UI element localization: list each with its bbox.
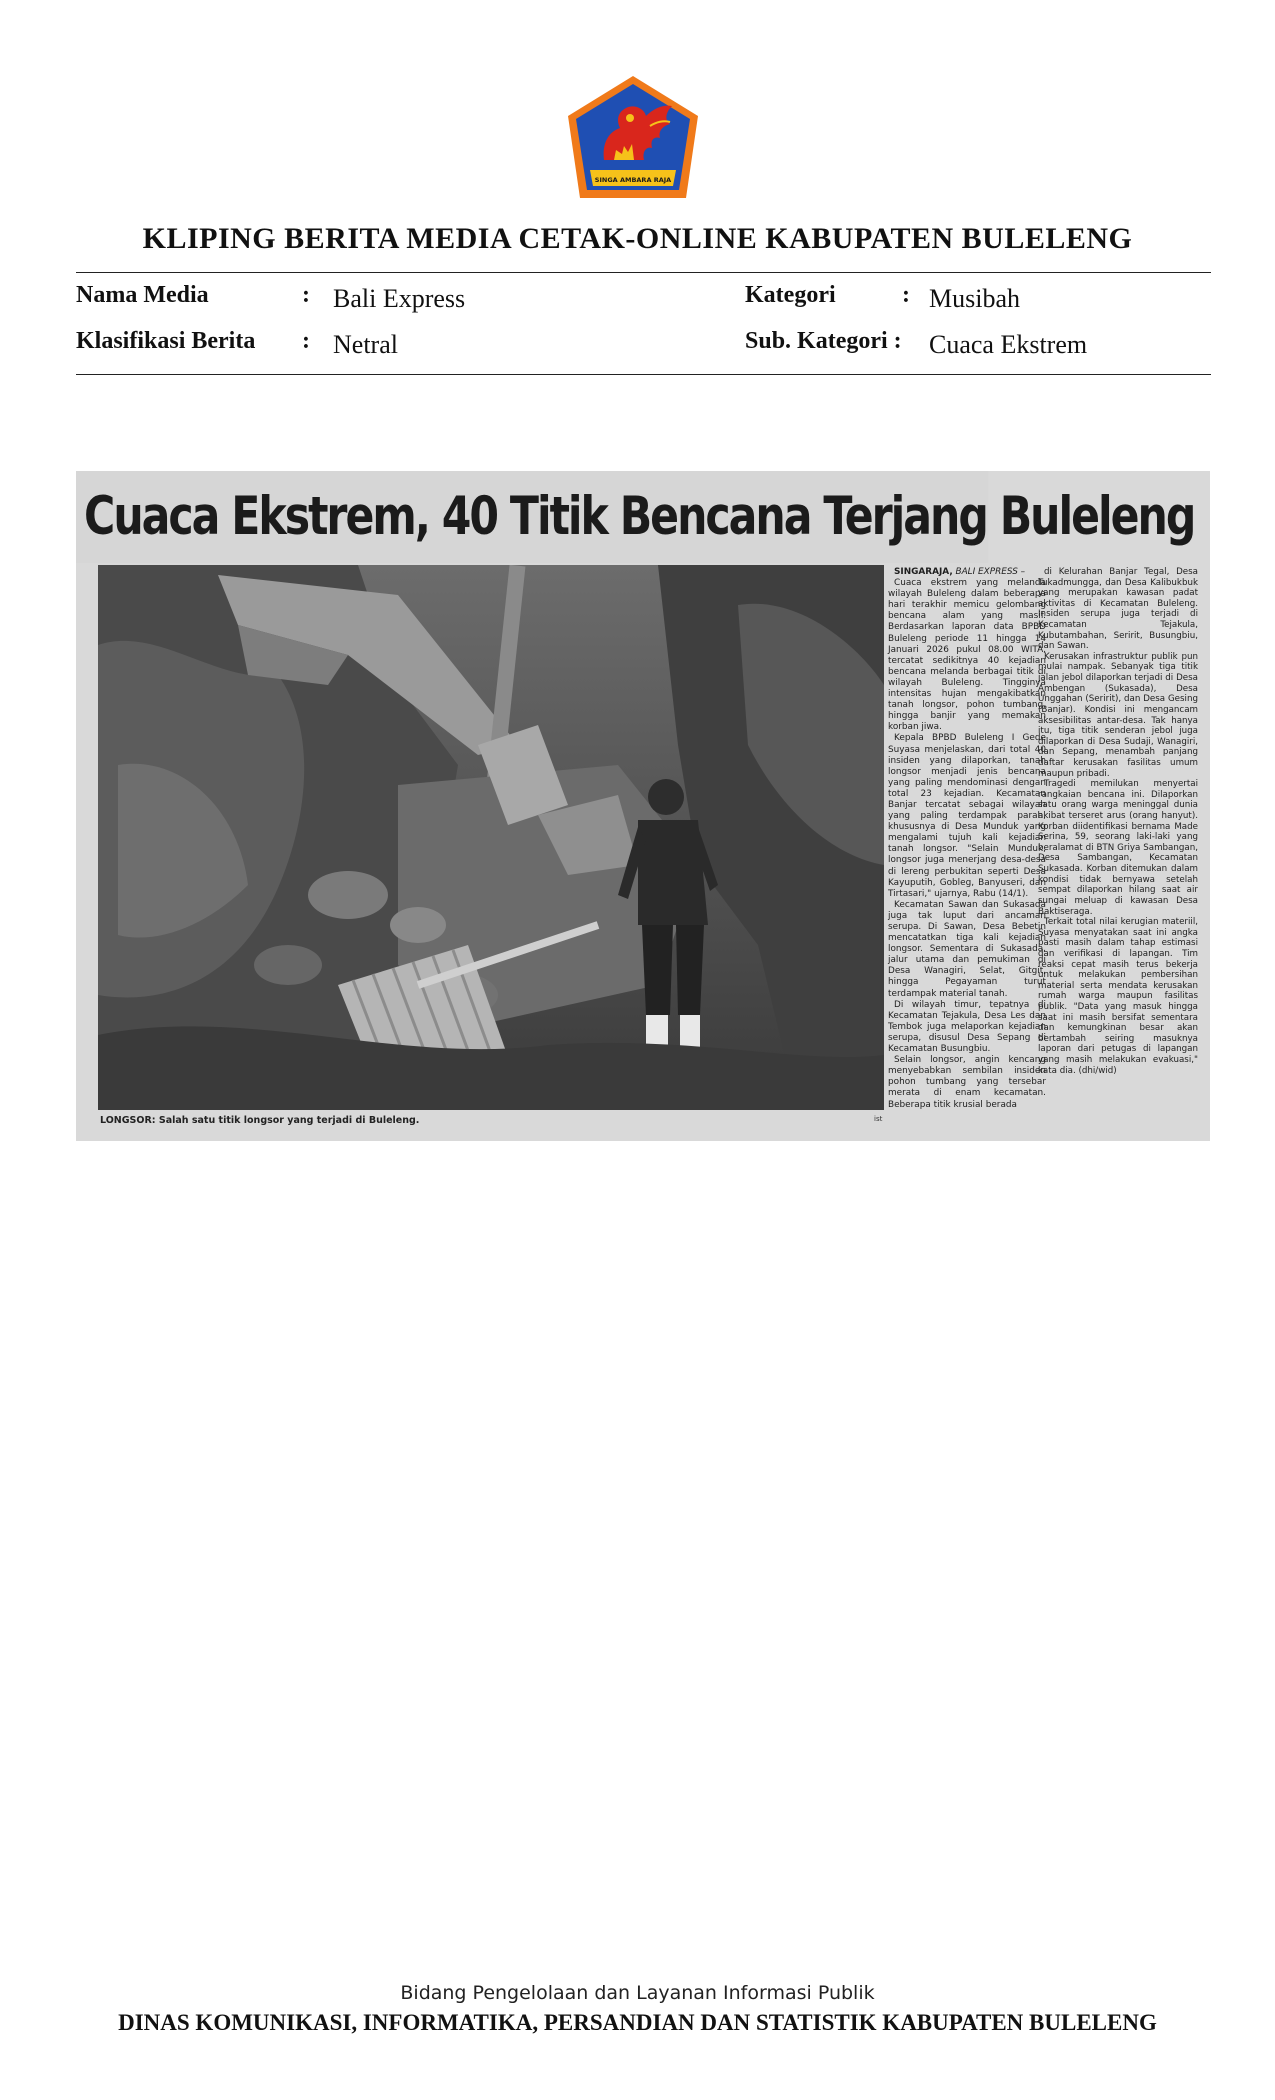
newspaper-clipping (76, 471, 1210, 1141)
article-paragraph: di Kelurahan Banjar Tegal, Desa Tukadmungga, dan Desa Kalibukbuk yang merupakan kawasan padat aktivitas di Kecamatan Buleleng. Insiden serupa juga terjadi di Kecamatan Tejakula, Kubutambahan, Seririt, Busungbiu, dan Sawan. (1038, 567, 1198, 652)
photo-credit: ist (874, 1115, 883, 1123)
article-column-2 (1038, 567, 1198, 1076)
footer-division: Bidang Pengelolaan dan Layanan Informasi Publik (400, 1982, 875, 2004)
category-colon: : (902, 282, 910, 308)
article-paragraph: Kepala BPBD Buleleng I Gede Suyasa menjelaskan, dari total 40 insiden yang dilaporkan, tanah longsor menjadi jenis bencana yang paling mendominasi dengan total 23 kejadian. Kecamatan Banjar tercatat sebagai wilayah yang paling terdampak parah, khususnya di Desa Munduk yang mengalami tujuh kali kejadian tanah longsor. "Selain Munduk, longsor juga menerjang desa-desa di lereng perbukitan seperti Desa Kayuputih, Gobleg, Banyuseri, dan Tirtasari," ujarnya, Rabu (14/1). (888, 733, 1046, 899)
article-paragraph: Cuaca ekstrem yang melanda wilayah Buleleng dalam beberapa hari terakhir memicu gelombang bencana alam yang masif. Berdasarkan laporan data BPBD Buleleng periode 11 hingga 14 Januari 2026 pukul 08.00 WITA, tercatat sedikitnya 40 kejadian bencana melanda berbagai titik di wilayah Buleleng. Tingginya intensitas hujan mengakibatkan tanah longsor, pohon tumbang, hingga banjir yang memakan korban jiwa. (888, 578, 1046, 733)
media-name-value: Bali Express (333, 284, 466, 313)
article-paragraph: Kecamatan Sawan dan Sukasada juga tak luput dari ancaman serupa. Di Sawan, Desa Bebetin mencatatkan tiga kali kejadian longsor. Sementara di Sukasada, jalur utama dan pemukiman di Desa Wanagiri, Selat, Gitgit, hingga Pegayaman turut terdampak material tanah. (888, 899, 1046, 999)
subcategory-label: Sub. Kategori : (745, 328, 902, 354)
footer-agency: DINAS KOMUNIKASI, INFORMATIKA, PERSANDIAN DAN STATISTIK KABUPATEN BULELENG (118, 2010, 1157, 2035)
article-paragraph: Terkait total nilai kerugian materiil, Suyasa menyatakan saat ini angka pasti masih dalam tahap estimasi dan verifikasi di lapangan. Tim reaksi cepat masih terus bekerja untuk melakukan pembersihan material serta mendata kerusakan rumah warga maupun fasilitas publik. "Data yang masuk hingga saat ini masih bersifat sementara dan kemungkinan besar akan bertambah seiring masuknya laporan dari petugas di lapangan yang masih melakukan evakuasi," kata dia. (dhi/wid) (1038, 917, 1198, 1076)
news-classification-label: Klasifikasi Berita (76, 328, 256, 354)
regency-emblem-logo (566, 74, 700, 200)
article-column-1 (888, 567, 1046, 1111)
article-dateline: SINGARAJA, (894, 567, 953, 577)
document-title: KLIPING BERITA MEDIA CETAK-ONLINE KABUPATEN BULELENG (142, 222, 1133, 255)
category-value: Musibah (929, 284, 1020, 313)
photo-caption: LONGSOR: Salah satu titik longsor yang terjadi di Buleleng. (100, 1115, 420, 1126)
landslide-photo (98, 565, 884, 1110)
news-classification-value: Netral (333, 330, 398, 359)
article-paragraph: Di wilayah timur, tepatnya di Kecamatan Tejakula, Desa Les dan Tembok juga melaporkan kejadian serupa, disusul Desa Sepang di Kecamatan Busungbiu. (888, 999, 1046, 1055)
subcategory-value: Cuaca Ekstrem (929, 330, 1088, 359)
article-paragraph: Kerusakan infrastruktur publik pun mulai nampak. Sebanyak tiga titik jalan jebol dilaporkan terjadi di Desa Ambengan (Sukasada), Desa Unggahan (Seririt), dan Desa Gesing (Banjar). Kondisi ini mengancam aksesibilitas antar-desa. Tak hanya itu, tiga titik senderan jebol juga dilaporkan di Desa Sudaji, Wanagiri, dan Sepang, menambah panjang daftar kerusakan fasilitas umum maupun pribadi. (1038, 651, 1198, 779)
news-classification-colon: : (302, 328, 310, 354)
header-top-divider (76, 272, 1211, 273)
logo-motto-text: SINGA AMBARA RAJA (594, 176, 672, 184)
category-label: Kategori (745, 282, 836, 308)
media-name-label: Nama Media (76, 282, 209, 308)
article-paragraph: Selain longsor, angin kencang menyebabkan sembilan insiden pohon tumbang yang tersebar merata di enam kecamatan. Beberapa titik krusial berada (888, 1055, 1046, 1110)
header-bottom-divider (76, 374, 1211, 375)
article-dateline-source: BALI EXPRESS – (955, 567, 1026, 577)
media-name-colon: : (302, 282, 310, 308)
clipping-headline: Cuaca Ekstrem, 40 Titik Bencana Terjang Buleleng (76, 471, 988, 563)
article-paragraph: Tragedi memilukan menyertai rangkaian bencana ini. Dilaporkan satu orang warga meninggal dunia akibat terseret arus (orang hanyut). Korban diidentifikasi bernama Made Serina, 59, seorang laki-laki yang beralamat di BTN Griya Sambangan, Desa Sambangan, Kecamatan Sukasada. Korban ditemukan dalam kondisi tidak bernyawa setelah sempat dilaporkan hilang saat air sungai meluap di kawasan Desa Baktiseraga. (1038, 779, 1198, 917)
